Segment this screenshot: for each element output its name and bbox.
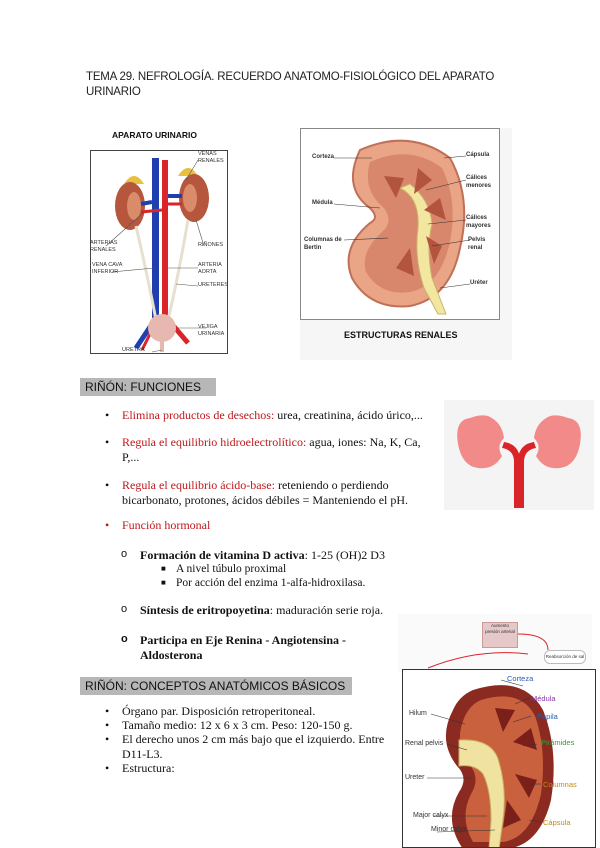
label-arteria-aorta: ARTERIA AORTA [198, 262, 222, 275]
subsub-text: A nivel túbulo proximal [176, 563, 287, 575]
urinary-system-figure [86, 128, 234, 356]
kidney-anatomy-figure [402, 669, 596, 848]
item-text: Tamaño medio: 12 x 6 x 3 cm. Peso: 120-150 g. [122, 718, 353, 732]
sub-item-text: : 1-25 (OH)2 D3 [304, 548, 385, 562]
renal-artery-left [141, 210, 162, 212]
label-corteza: Corteza [312, 154, 335, 160]
section-heading-funciones: RIÑÓN: FUNCIONES [80, 378, 216, 396]
list-item [105, 704, 392, 719]
item-key: Regula el equilibrio hidroelectrolítico: [122, 435, 307, 449]
bullet-icon: • [105, 435, 110, 449]
list-item [105, 478, 422, 508]
bullet-icon: • [105, 718, 110, 732]
label-calices-menores: Cálices menores [466, 175, 492, 189]
label-columnas-bertin: Columnas de Bertin [304, 237, 342, 251]
label-calices-mayores: Cálices mayores [466, 215, 491, 229]
label-pelvis-renal: Pelvis renal [468, 237, 486, 251]
sub-item-renina [121, 633, 370, 663]
label-rinones: RIÑONES [198, 242, 224, 248]
bullet-icon: • [105, 732, 110, 746]
subsub-text: Por acción del enzima 1-alfa-hidroxilasa. [176, 577, 366, 589]
ureter-right-shape [168, 220, 188, 320]
item-key: Regula el equilibrio ácido-base: [122, 478, 275, 492]
sub-item-key: Formación de vitamina D activa [140, 548, 305, 562]
item-text: Estructura: [122, 761, 175, 775]
subsub-item [161, 562, 416, 576]
label-vejiga: VEJIGA URINARIA [198, 324, 225, 337]
raa-box-sal: Reabsorción de sal [544, 650, 586, 664]
label-ureter: Ureter [405, 774, 425, 781]
subsub-item [161, 576, 416, 590]
sub-item-key: Participa en Eje Renina - Angiotensina - Aldosterona [140, 633, 346, 662]
raa-box-presion: Aumento presión arterial [482, 622, 518, 648]
label-ureteres: URETERES [198, 282, 228, 288]
square-bullet-icon: ■ [161, 578, 166, 587]
label-medula: Médula [531, 694, 556, 703]
bullet-icon: • [105, 761, 110, 775]
kidney-structures-figure [300, 128, 512, 360]
section-heading-conceptos: RIÑÓN: CONCEPTOS ANATÓMICOS BÁSICOS [80, 677, 352, 695]
list-item [105, 408, 442, 423]
label-arterias-renales: ARTERIAS RENALES [90, 240, 118, 253]
label-minor-calyx: Minor calyx [431, 826, 467, 833]
list-item [105, 435, 432, 465]
label-vena-cava: VENA CAVA INFERIOR [92, 262, 123, 275]
label-papila: Papila [537, 712, 558, 721]
figure-heading: APARATO URINARIO [112, 130, 197, 140]
kidney-left-inner [127, 192, 141, 220]
label-corteza: Corteza [507, 674, 534, 683]
circle-bullet-icon: o [121, 603, 128, 615]
square-bullet-icon: ■ [161, 564, 166, 573]
item-key: Función hormonal [122, 518, 211, 532]
circle-bullet-icon: o [121, 633, 128, 645]
circle-bullet-icon: o [121, 548, 128, 560]
label-venas-renales: VENAS RENALES [198, 151, 224, 164]
item-text: reteniendo o perdiendo bicarbonato, protones, ácidos débiles = Manteniendo el pH. [122, 478, 409, 507]
label-major-calyx: Major calyx [413, 812, 449, 819]
list-item [105, 732, 392, 762]
aorta-shape [162, 160, 168, 318]
sub-item-key: Síntesis de eritropoyetina [140, 603, 270, 617]
label-columnas: Columnas [543, 780, 577, 789]
list-item [105, 718, 392, 733]
bullet-icon: • [105, 478, 110, 492]
sub-item-vitamina-d [121, 548, 400, 563]
label-hilum: Hilum [409, 710, 427, 717]
bladder-shape [148, 314, 176, 342]
item-text: Órgano par. Disposición retroperitoneal. [122, 704, 316, 718]
list-item [105, 761, 392, 776]
renal-vein-left [141, 202, 152, 204]
label-capsula: Cápsula [543, 818, 571, 827]
sub-item-text: : maduración serie roja. [269, 603, 384, 617]
list-item [105, 518, 422, 533]
sub-item-eritropoyetina [121, 603, 400, 618]
item-text: urea, creatinina, ácido úrico,... [274, 408, 423, 422]
raa-diagram [398, 614, 592, 672]
kidneys-clipart [444, 400, 594, 510]
bullet-icon: • [105, 408, 110, 422]
item-text: agua, iones: Na, K, Ca, P,... [122, 435, 421, 464]
label-piramides: Pirámides [541, 738, 575, 747]
label-renal-pelvis: Renal pelvis [405, 740, 444, 747]
kidney-right-inner [183, 184, 197, 212]
figure-caption: ESTRUCTURAS RENALES [344, 330, 458, 340]
label-uretra: URETRA [122, 347, 145, 353]
item-key: Elimina productos de desechos: [122, 408, 275, 422]
page-title: TEMA 29. NEFROLOGÍA. RECUERDO ANATOMO-FISIOLÓGICO DEL APARATO URINARIO [86, 71, 495, 98]
label-ureter: Uréter [470, 280, 488, 286]
label-capsula: Cápsula [466, 152, 490, 158]
bullet-icon: • [105, 518, 110, 532]
item-text: El derecho unos 2 cm más bajo que el izquierdo. Entre D11-L3. [122, 732, 385, 761]
label-medula: Médula [312, 200, 333, 206]
bullet-icon: • [105, 704, 110, 718]
